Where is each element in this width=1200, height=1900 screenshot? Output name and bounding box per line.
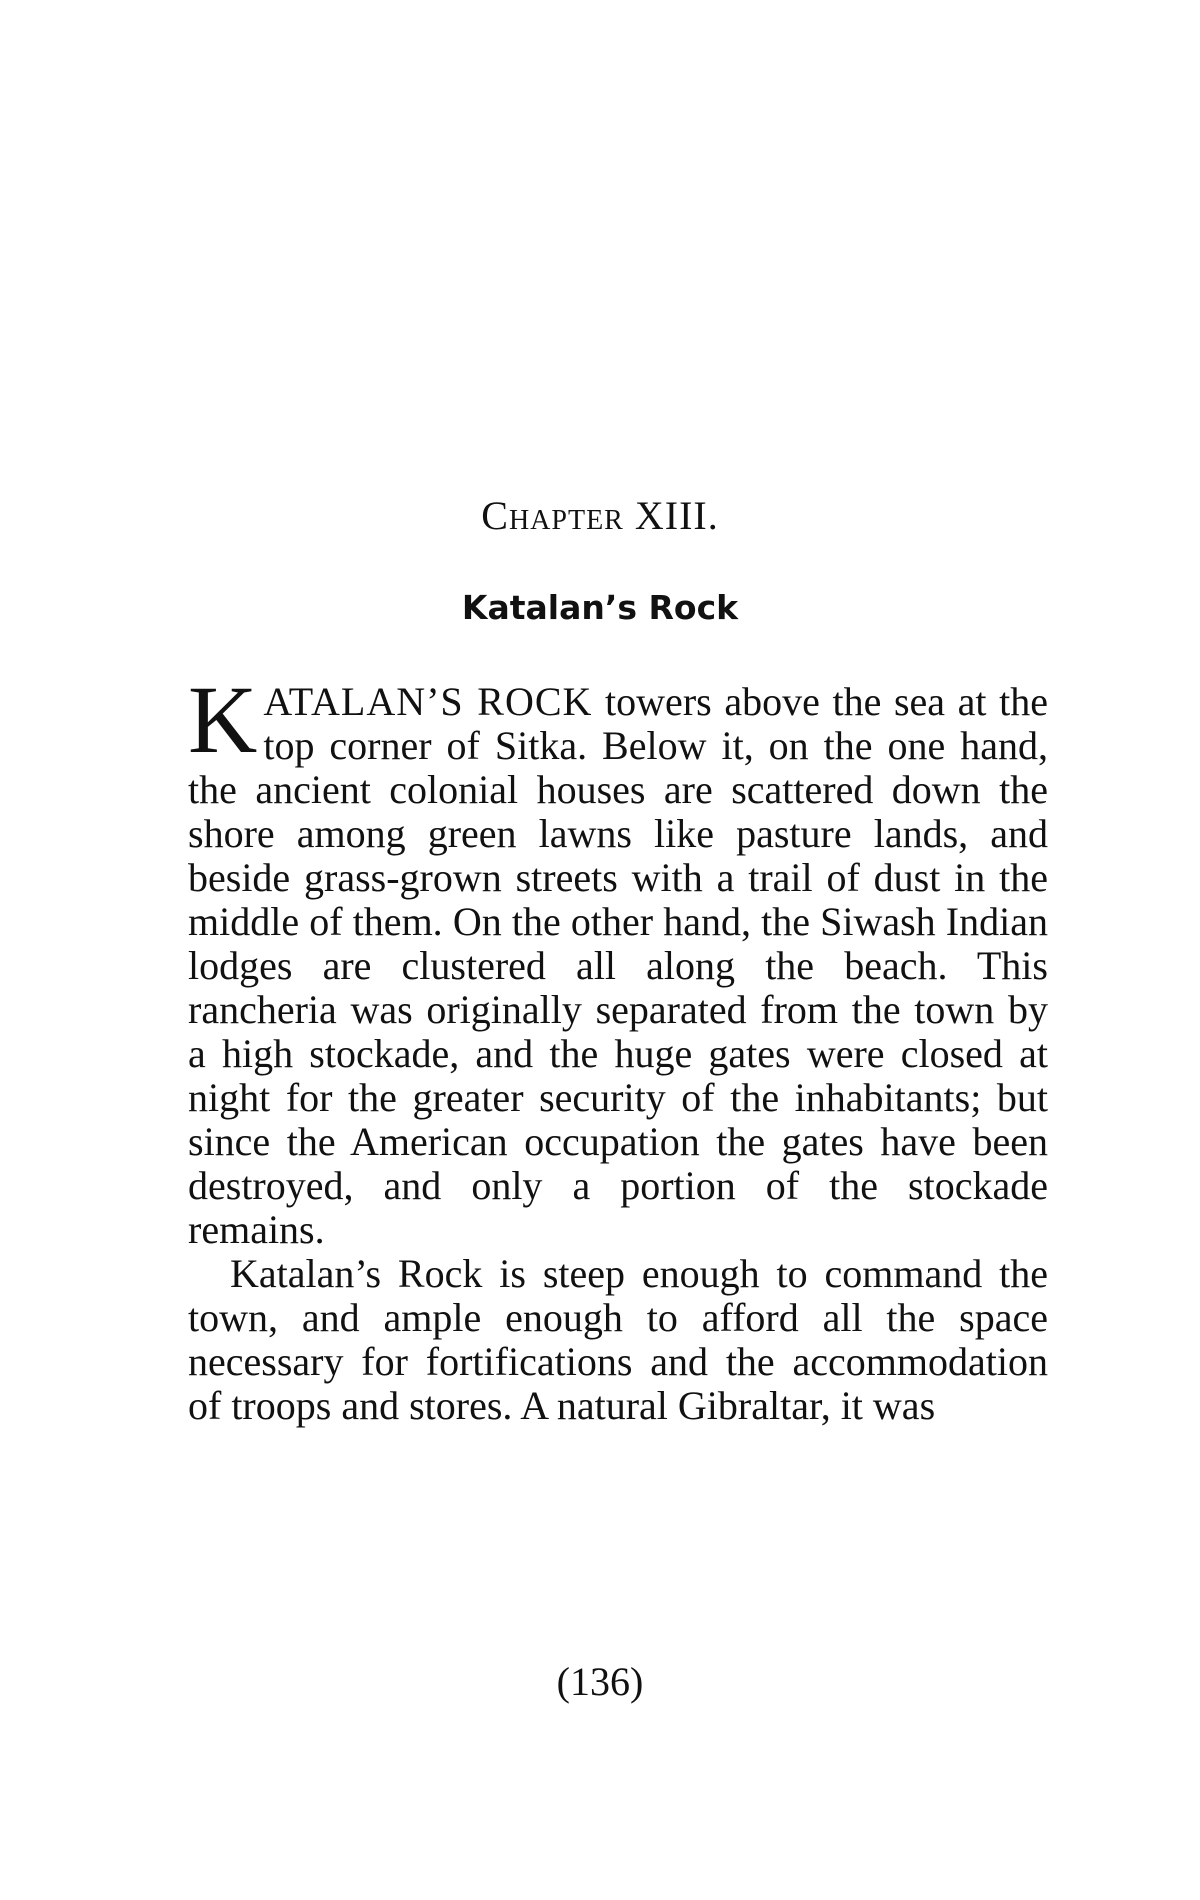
drop-cap: K [188, 666, 258, 773]
chapter-title: Katalan’s Rock [461, 588, 739, 627]
body-text [188, 666, 1048, 1428]
page-number: (136) [556, 1659, 644, 1704]
paragraph-first [188, 666, 1048, 1252]
chapter-heading: Chapter XIII. [481, 493, 719, 538]
paragraph-second: Katalan’s Rock is steep enough to command the town, and ample enough to afford all the space necessary for fortifications and the accommodation of troops and stores. A natural Gibraltar, it was [188, 1251, 1048, 1428]
paragraph-lead-words: ATALAN’S ROCK [263, 679, 593, 724]
paragraph-first-text: towers above the sea at the top corner of Sitka. Below it, on the one hand, the ancient colonial houses are scattered down the shore among green lawns like pasture lands, and beside grass-grown streets with a trail of dust in the middle of them. On the other hand, the Siwash Indian lodges are clustered all along the beach. This rancheria was originally separated from the town by a high stockade, and the huge gates were closed at night for the greater security of the inhabitants; but since the American occupation the gates have been destroyed, and only a portion of the stockade remains. [188, 679, 1048, 1252]
